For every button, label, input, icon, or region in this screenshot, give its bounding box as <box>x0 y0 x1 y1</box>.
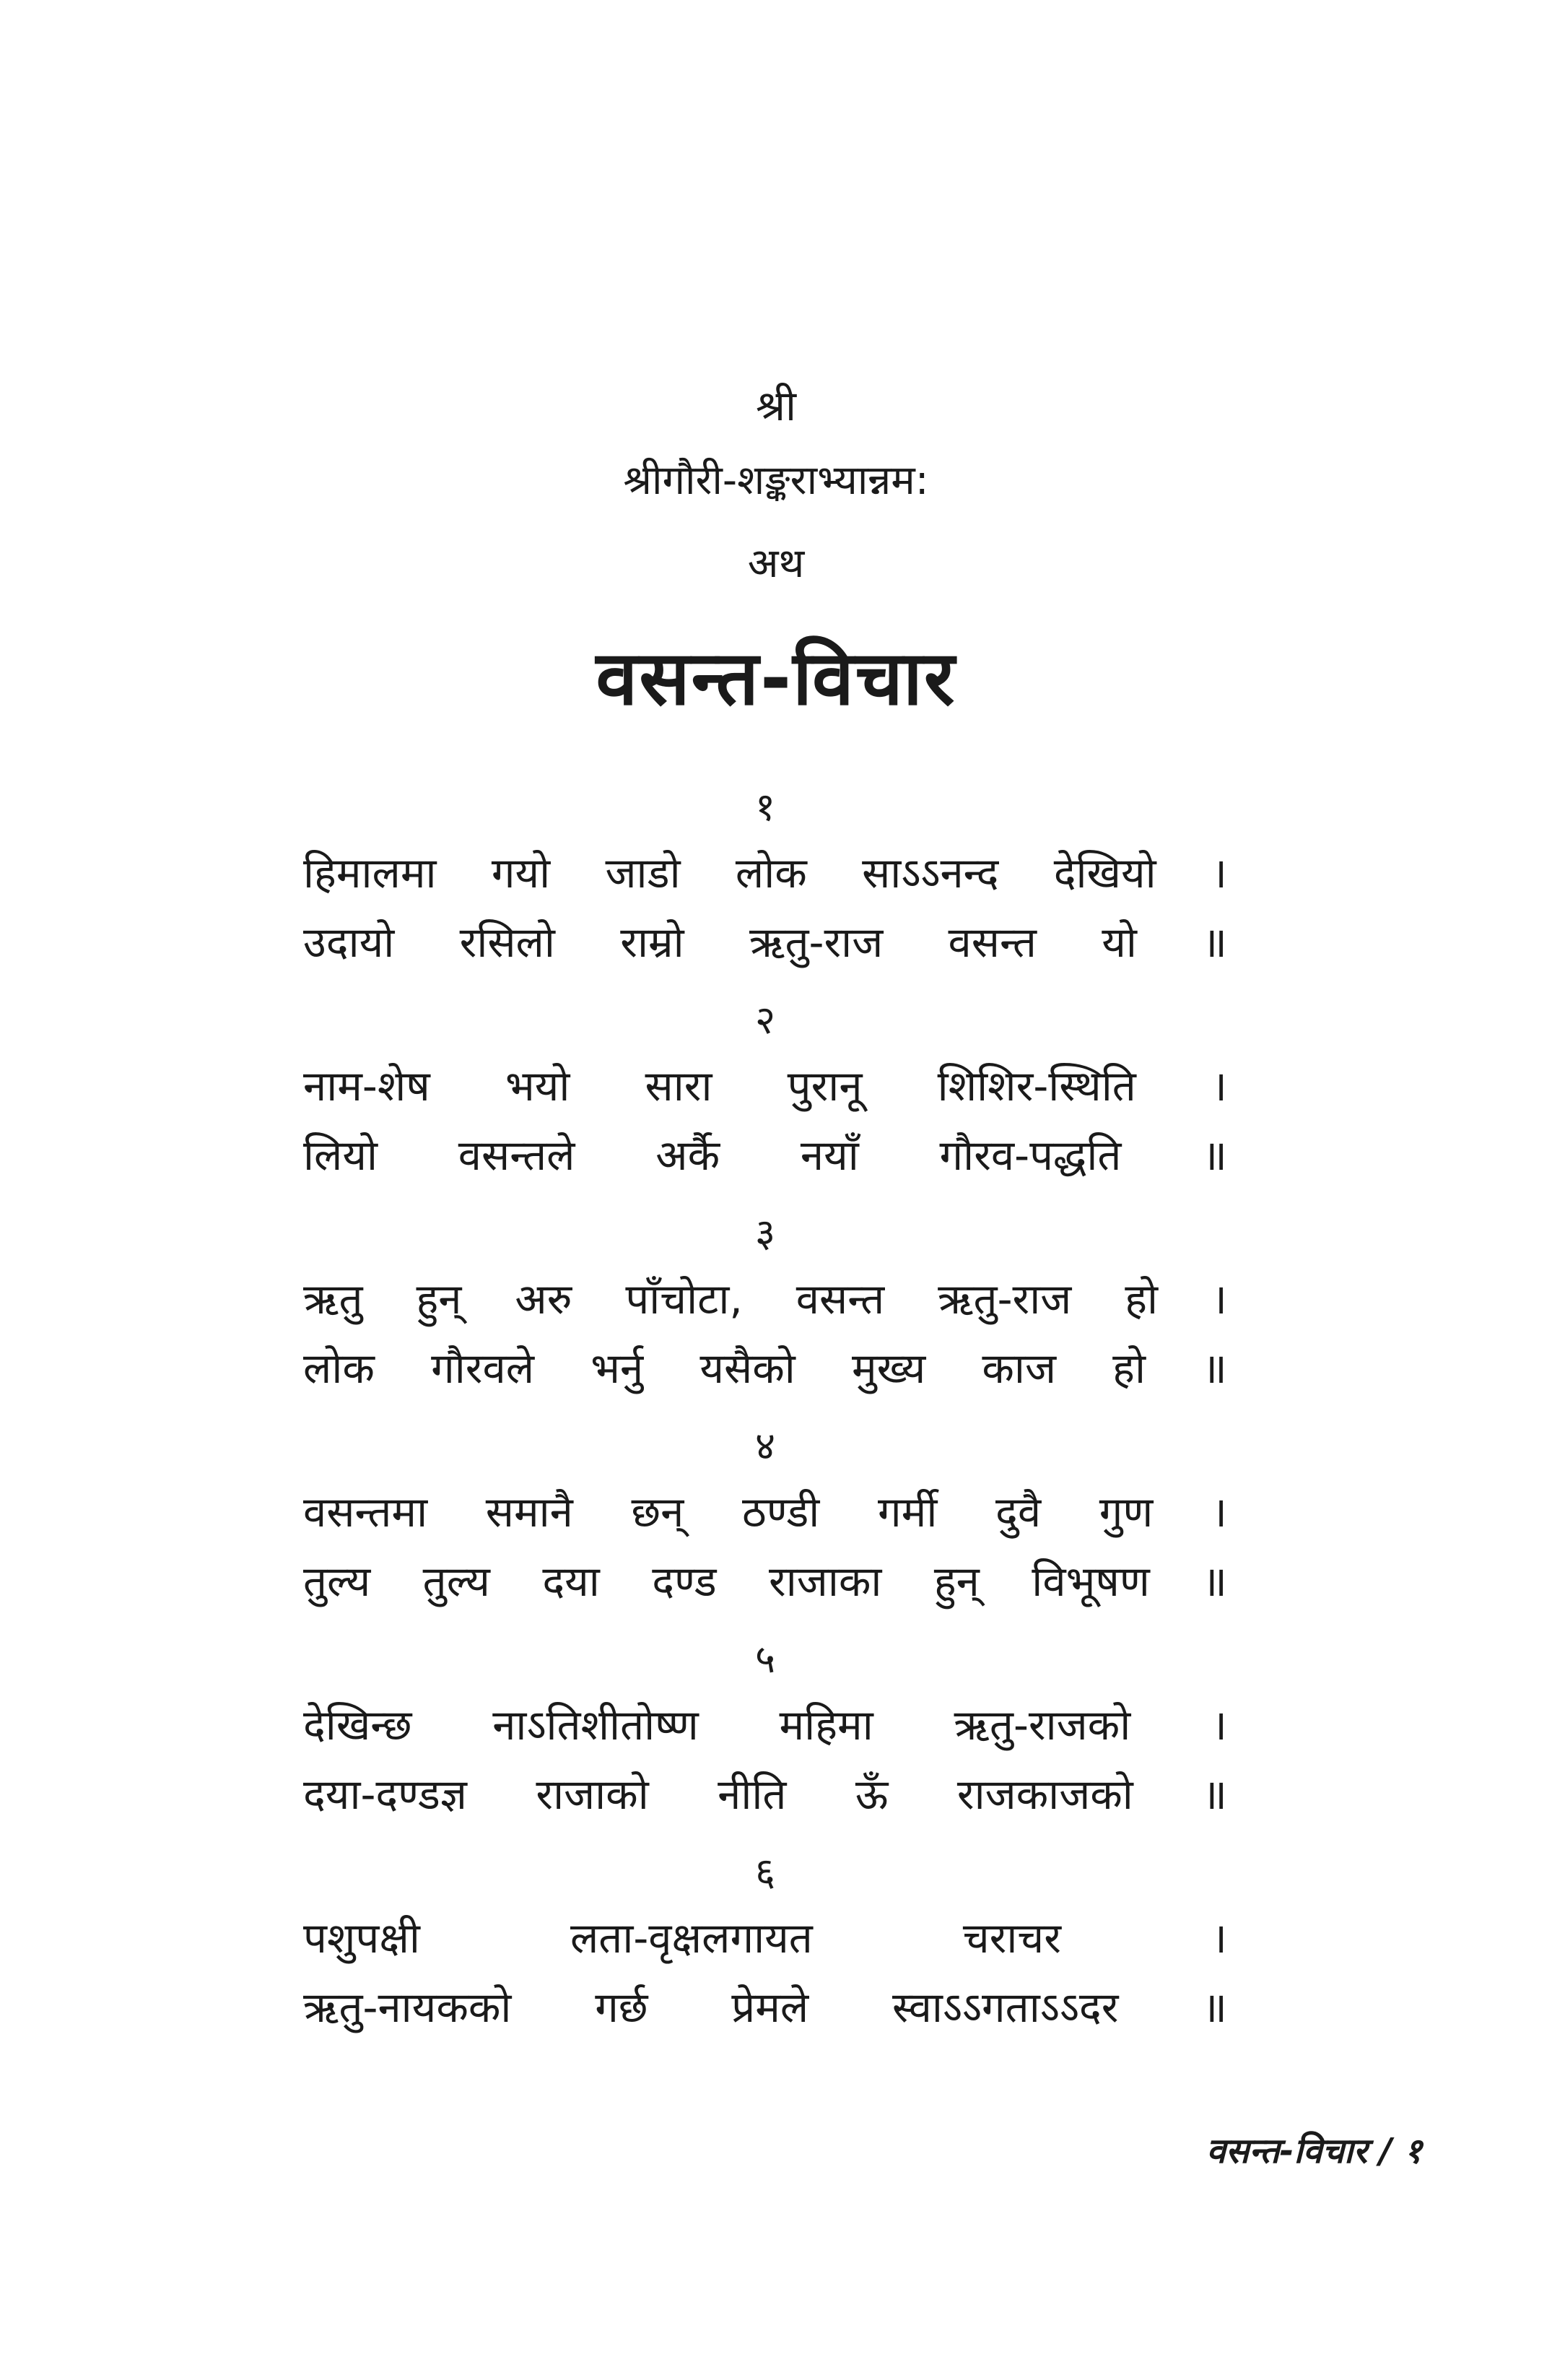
verse-word: । <box>1211 1488 1227 1537</box>
verse-word: शिशिर-स्थिति <box>937 1061 1136 1111</box>
verse-word: तुल्य <box>303 1557 371 1606</box>
verse-word: उदायो <box>303 918 395 967</box>
verse-word: तुल्य <box>422 1557 490 1606</box>
verse-word: ऋतु-राज <box>749 918 884 967</box>
verse-number: ३ <box>754 1210 776 1256</box>
verse-number: २ <box>754 997 776 1043</box>
verse-word: ऋतु-राज <box>938 1274 1072 1324</box>
verse-word: गौरव-पद्धति <box>939 1131 1122 1180</box>
verse-word: राम्रो <box>620 918 684 967</box>
verse-3 <box>303 1202 1227 1403</box>
page-title: वसन्त-विचार <box>596 634 956 722</box>
verse-word: पाँचोटा, <box>625 1274 743 1324</box>
verse-word: समानै <box>485 1488 573 1537</box>
verse-word: दण्ड <box>652 1557 717 1606</box>
verse-line <box>303 1760 1227 1829</box>
verse-word: जाडो <box>605 848 681 898</box>
verse-word: नाम-शेष <box>303 1061 430 1111</box>
verse-2 <box>303 989 1227 1190</box>
verse-word: ॥ <box>1202 1770 1227 1819</box>
running-footer: वसन्त-विचार / १ <box>1206 2131 1422 2171</box>
verse-word: सारा <box>645 1061 712 1111</box>
verse-word: नीति <box>718 1770 787 1819</box>
verse-word: हो <box>1112 1344 1146 1393</box>
verse-word: प्रेमले <box>731 1983 809 2032</box>
verse-word: अर्कै <box>655 1131 720 1180</box>
verse-word: हो <box>1125 1274 1159 1324</box>
verse-word: साऽऽनन्द <box>862 848 999 898</box>
verse-word: । <box>1211 1914 1227 1963</box>
verse-word: लोक <box>735 848 807 898</box>
verse-word: वसन्तमा <box>303 1488 428 1537</box>
verse-word: गौरवले <box>431 1344 535 1393</box>
invocation-atha: अथ <box>747 540 805 587</box>
verse-word: भर्नु <box>590 1344 644 1393</box>
verse-line <box>303 1334 1227 1403</box>
verse-word: राजकाजको <box>956 1770 1133 1819</box>
verse-1 <box>303 776 1227 977</box>
verse-word: अरु <box>515 1274 572 1324</box>
verse-line <box>303 1051 1227 1121</box>
verse-4 <box>303 1415 1227 1616</box>
verse-word: । <box>1211 1701 1227 1750</box>
invocation-gauri-shankar: श्रीगौरी-शङ्कराभ्यान्नम: <box>623 457 929 504</box>
verse-word: गर्मी <box>878 1488 938 1537</box>
verse-word: राजाको <box>536 1770 649 1819</box>
verse-word: । <box>1211 1061 1227 1111</box>
verse-line <box>303 1547 1227 1616</box>
verse-number: १ <box>754 784 776 830</box>
verse-number: ५ <box>754 1636 776 1682</box>
verse-line <box>303 1903 1227 1973</box>
verse-word: ॥ <box>1202 1344 1227 1393</box>
verse-word: । <box>1211 1274 1227 1324</box>
verse-word: ऊँ <box>855 1770 889 1819</box>
verse-word: ॥ <box>1202 1983 1227 2032</box>
verse-word: ॥ <box>1202 1131 1227 1180</box>
verse-word: दया-दण्डज्ञ <box>303 1770 467 1819</box>
invocation-shri: श्री <box>755 381 797 430</box>
verse-word: वसन्तले <box>458 1131 575 1180</box>
verse-word: ऋतु-नायकको <box>303 1983 512 2032</box>
verse-word: स्वाऽऽगताऽऽदर <box>892 1983 1119 2032</box>
verse-line <box>303 1973 1227 2042</box>
verse-word: रसिलो <box>459 918 555 967</box>
verse-word: लोक <box>303 1344 375 1393</box>
verse-line <box>303 838 1227 908</box>
verse-line <box>303 908 1227 977</box>
verse-5 <box>303 1628 1227 1829</box>
verse-word: हुन् <box>416 1274 462 1324</box>
verse-word: लता-वृक्षलगायत <box>570 1914 813 1963</box>
verse-word: हिमालमा <box>303 848 437 898</box>
verse-word: पुरानू <box>787 1061 863 1111</box>
verse-word: राजाका <box>769 1557 882 1606</box>
verse-word: ऋतु <box>303 1274 363 1324</box>
verse-word: ऋतु-राजको <box>954 1701 1131 1750</box>
verse-word: विभूषण <box>1032 1557 1150 1606</box>
verse-word: वसन्त <box>795 1274 885 1324</box>
verse-line <box>303 1264 1227 1334</box>
verse-word: देखिन्छ <box>303 1701 412 1750</box>
verse-number: ६ <box>754 1849 776 1895</box>
verse-word: । <box>1211 848 1227 898</box>
verse-word: मुख्य <box>851 1344 926 1393</box>
verse-word: ठण्डी <box>742 1488 820 1537</box>
verse-word: गुण <box>1099 1488 1154 1537</box>
verse-word: छन् <box>631 1488 684 1537</box>
verse-word: यो <box>1102 918 1137 967</box>
verse-word: हुन् <box>933 1557 980 1606</box>
verse-word: वसन्त <box>948 918 1037 967</box>
verse-word: भयो <box>505 1061 570 1111</box>
verse-word: काज <box>982 1344 1056 1393</box>
verse-line <box>303 1121 1227 1190</box>
verse-6 <box>303 1841 1227 2042</box>
verse-word: नाऽतिशीतोष्ण <box>492 1701 699 1750</box>
verse-line <box>303 1690 1227 1760</box>
verse-word: दुवै <box>995 1488 1042 1537</box>
verse-line <box>303 1477 1227 1547</box>
verse-word: ॥ <box>1202 1557 1227 1606</box>
verse-word: महिमा <box>779 1701 873 1750</box>
verse-word: गर्छ <box>595 1983 648 2032</box>
verse-number: ४ <box>754 1423 776 1469</box>
verse-word: दया <box>542 1557 600 1606</box>
verse-word: लियो <box>303 1131 378 1180</box>
verse-word: पशुपक्षी <box>303 1914 420 1963</box>
verse-word: गयो <box>491 848 551 898</box>
verse-word: देखियो <box>1053 848 1156 898</box>
verse-word: ॥ <box>1202 918 1227 967</box>
verse-word: नयाँ <box>800 1131 859 1180</box>
verse-word: चराचर <box>962 1914 1061 1963</box>
verse-word: यसैको <box>699 1344 795 1393</box>
